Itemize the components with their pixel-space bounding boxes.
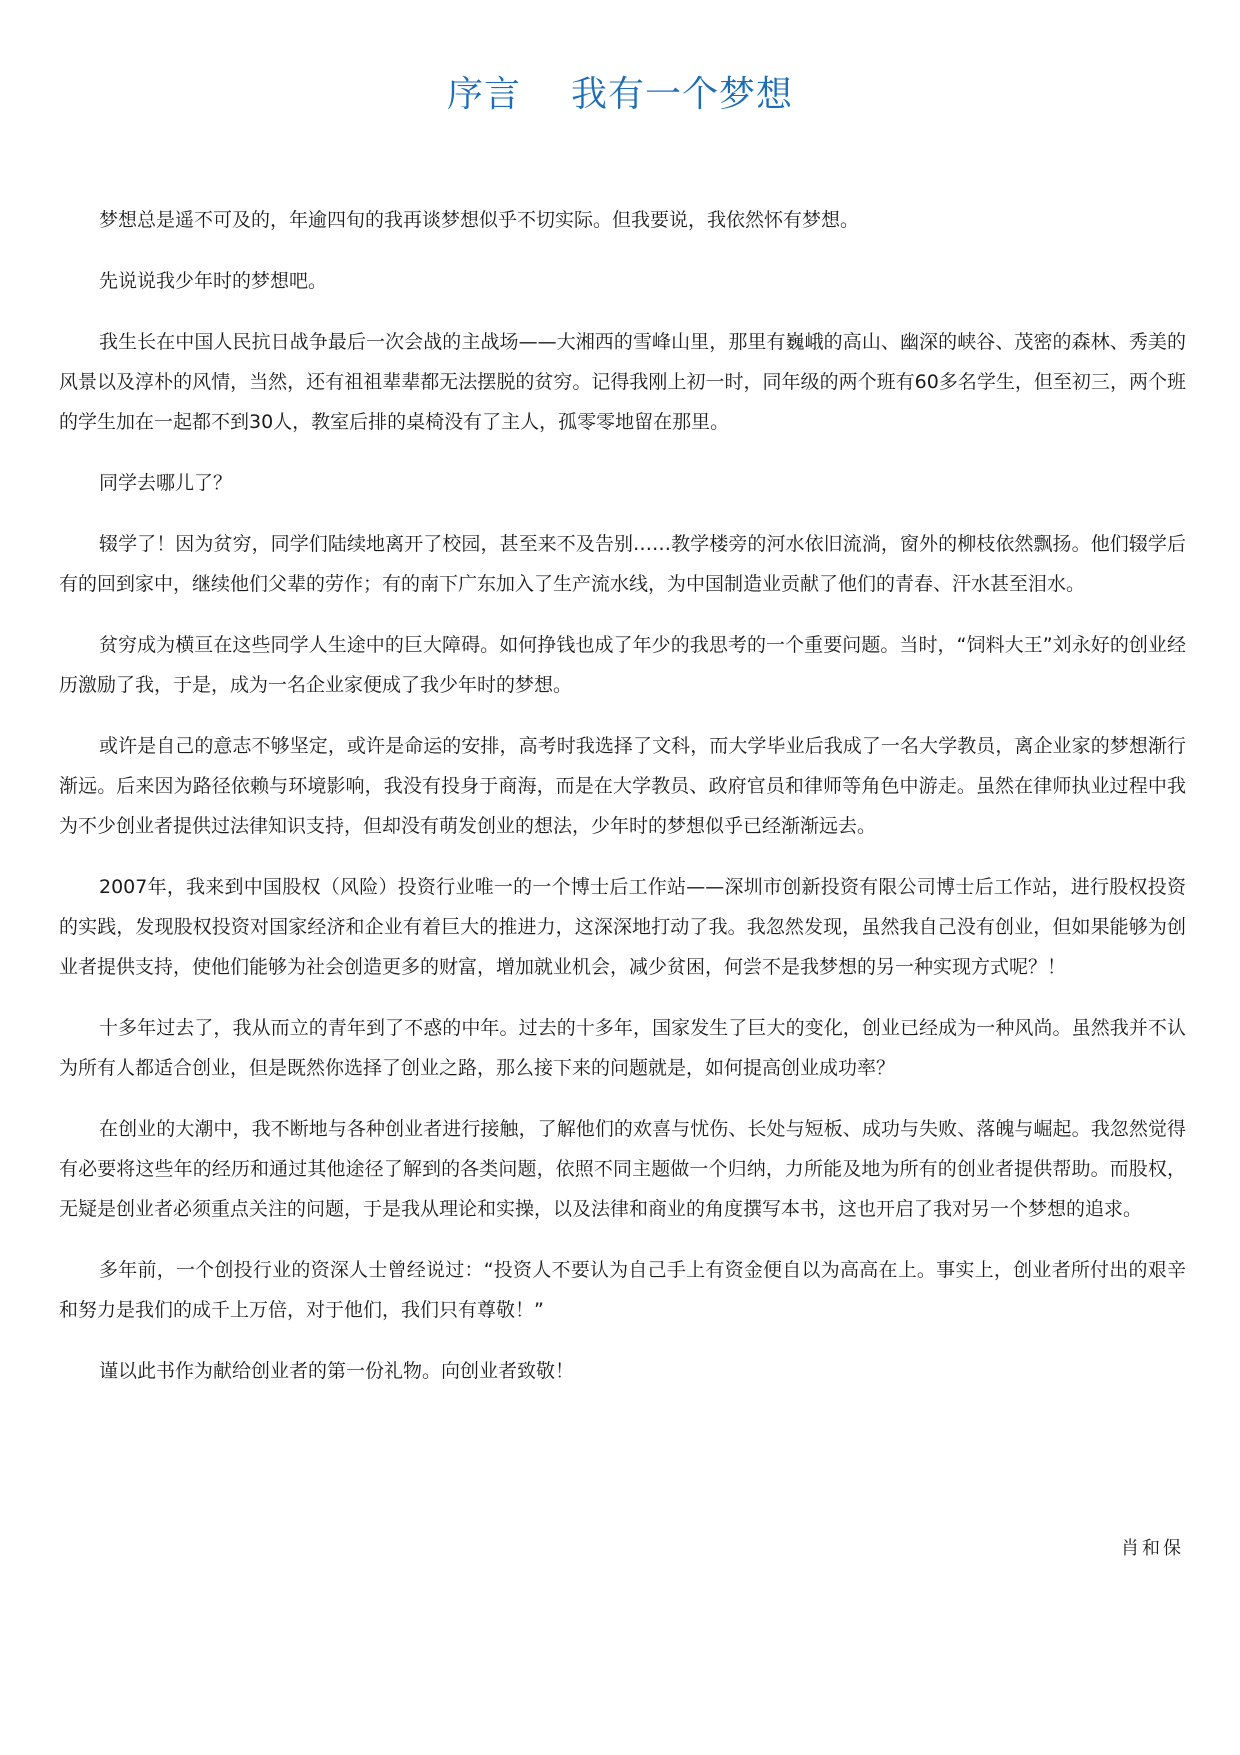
- paragraph: 2007年，我来到中国股权（风险）投资行业唯一的一个博士后工作站——深圳市创新投资有限公司博士后工作站，进行股权投资的实践，发现股权投资对国家经济和企业有着巨大的推进力，这深深地打动了我。我忽然发现，虽然我自己没有创业，但如果能够为创业者提供支持，使他们能够为社会创造更多的财富，增加就业机会，减少贫困，何尝不是我梦想的另一种实现方式呢？！: [59, 876, 1186, 978]
- paragraph: 贫穷成为横亘在这些同学人生途中的巨大障碍。如何挣钱也成了年少的我思考的一个重要问题。当时，“饲料大王”刘永好的创业经历激励了我，于是，成为一名企业家便成了我少年时的梦想。: [59, 634, 1186, 696]
- paragraph: 辍学了！因为贫穷，同学们陆续地离开了校园，甚至来不及告别……教学楼旁的河水依旧流淌，窗外的柳枝依然飘扬。他们辍学后有的回到家中，继续他们父辈的劳作；有的南下广东加入了生产流水线，为中国制造业贡献了他们的青春、汗水甚至泪水。: [59, 533, 1186, 595]
- paragraph: 多年前，一个创投行业的资深人士曾经说过：“投资人不要认为自己手上有资金便自以为高高在上。事实上，创业者所付出的艰辛和努力是我们的成千上万倍，对于他们，我们只有尊敬！”: [59, 1259, 1186, 1321]
- paragraph: 谨以此书作为献给创业者的第一份礼物。向创业者致敬！: [99, 1360, 575, 1382]
- title-main-text: 我有一个梦想: [571, 74, 794, 115]
- paragraph: 在创业的大潮中，我不断地与各种创业者进行接触，了解他们的欢喜与忧伤、长处与短板、成功与失败、落魄与崛起。我忽然觉得有必要将这些年的经历和通过其他途径了解到的各类问题，依照不同主题做一个归纳，力所能及地为所有的创业者提供帮助。而股权，无疑是创业者必须重点关注的问题，于是我从理论和实操，以及法律和商业的角度撰写本书，这也开启了我对另一个梦想的追求。: [59, 1118, 1186, 1220]
- page-title: [0, 70, 1240, 120]
- paragraph: 同学去哪儿了？: [99, 472, 233, 494]
- paragraph: 十多年过去了，我从而立的青年到了不惑的中年。过去的十多年，国家发生了巨大的变化，创业已经成为一种风尚。虽然我并不认为所有人都适合创业，但是既然你选择了创业之路，那么接下来的问题就是，如何提高创业成功率？: [59, 1017, 1186, 1079]
- preface-body: [59, 200, 1186, 1412]
- paragraph: 梦想总是遥不可及的，年逾四旬的我再谈梦想似乎不切实际。但我要说，我依然怀有梦想。: [99, 209, 860, 231]
- paragraph: 我生长在中国人民抗日战争最后一次会战的主战场——大湘西的雪峰山里，那里有巍峨的高山、幽深的峡谷、茂密的森林、秀美的风景以及淳朴的风情，当然，还有祖祖辈辈都无法摆脱的贫穷。记得我刚上初一时，同年级的两个班有60多名学生，但至初三，两个班的学生加在一起都不到30人，教室后排的桌椅没有了主人，孤零零地留在那里。: [59, 331, 1186, 433]
- paragraph: 或许是自己的意志不够坚定，或许是命运的安排，高考时我选择了文科，而大学毕业后我成了一名大学教员，离企业家的梦想渐行渐远。后来因为路径依赖与环境影响，我没有投身于商海，而是在大学教员、政府官员和律师等角色中游走。虽然在律师执业过程中我为不少创业者提供过法律知识支持，但却没有萌发创业的想法，少年时的梦想似乎已经渐渐远去。: [59, 735, 1186, 837]
- paragraph: 先说说我少年时的梦想吧。: [99, 270, 328, 292]
- title-preface-label: 序言: [446, 74, 521, 115]
- author-signature: 肖和保: [1121, 1538, 1184, 1559]
